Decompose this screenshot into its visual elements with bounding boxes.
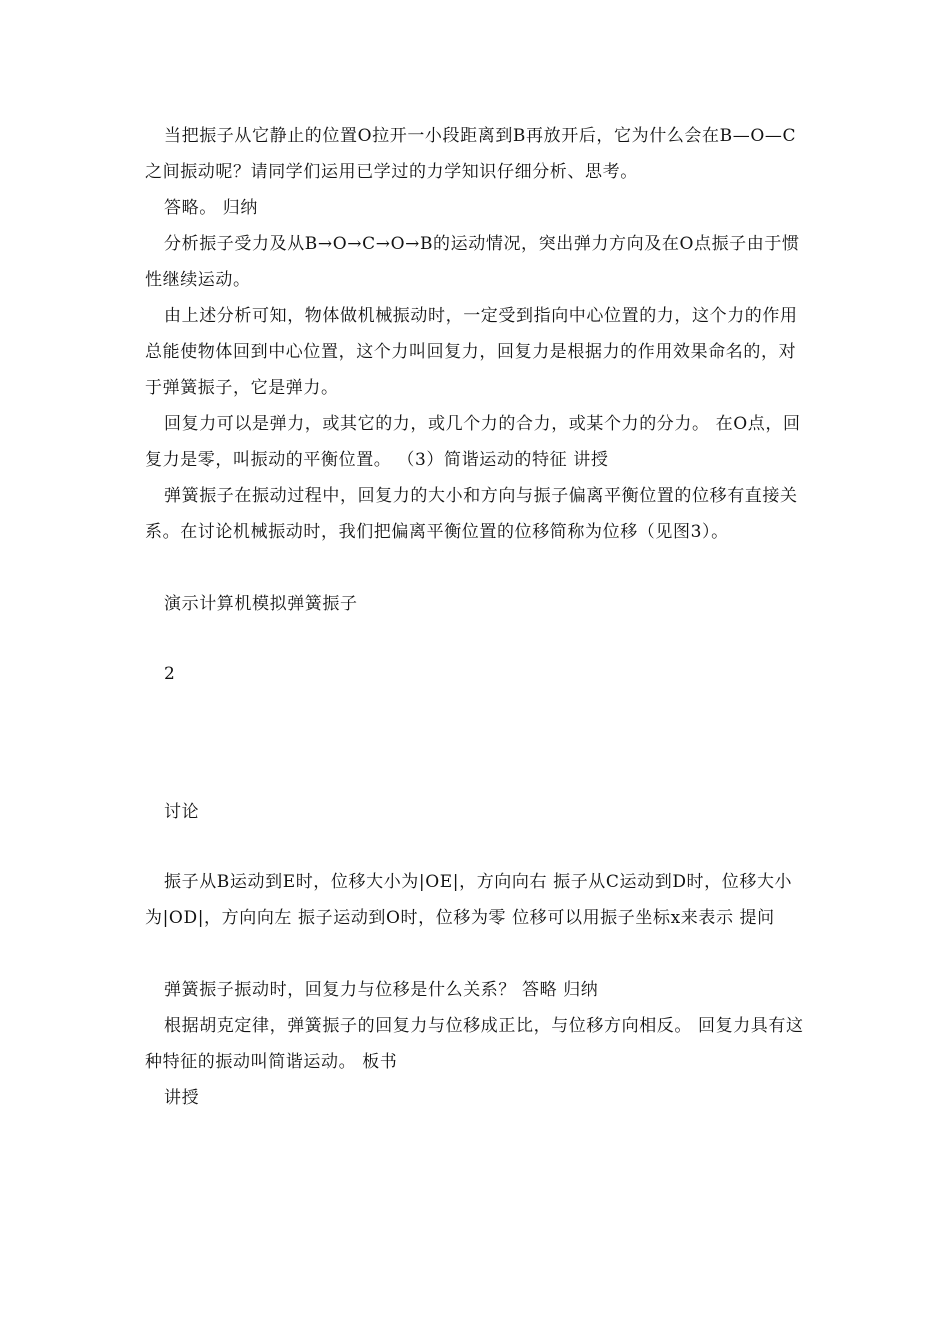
paragraph-displacement-cases: 振子从B运动到E时，位移大小为|OE|，方向向右 振子从C运动到D时，位移大小为|OD|，方向向左 振子运动到O时，位移为零 位移可以用振子坐标x来表示 提问	[145, 872, 793, 928]
paragraph-force-analysis: 分析振子受力及从B→O→C→O→B的运动情况，突出弹力方向及在O点振子由于惯性继续运动。	[145, 234, 800, 290]
page-number: 2	[164, 664, 176, 684]
paragraph-lecture: 讲授	[164, 1088, 200, 1108]
paragraph-question-relation: 弹簧振子振动时，回复力与位移是什么关系？ 答略 归纳	[164, 980, 599, 1000]
paragraph-equilibrium-position: 回复力可以是弹力，或其它的力，或几个力的合力，或某个力的分力。 在O点，回复力是零，叫振动的平衡位置。 （3）简谐运动的特征 讲授	[145, 414, 801, 470]
paragraph-discussion-heading: 讨论	[164, 802, 200, 822]
paragraph-hooke-law: 根据胡克定律，弹簧振子的回复力与位移成正比，与位移方向相反。 回复力具有这种特征的振动叫简谐运动。 板书	[145, 1016, 804, 1072]
paragraph-restoring-force-definition: 由上述分析可知，物体做机械振动时，一定受到指向中心位置的力，这个力的作用总能使物体回到中心位置，这个力叫回复力，回复力是根据力的作用效果命名的，对于弹簧振子，它是弹力。	[145, 306, 798, 398]
paragraph-demo-simulation: 演示计算机模拟弹簧振子	[164, 594, 358, 614]
paragraph-answer-summary: 答略。 归纳	[164, 198, 259, 218]
paragraph-question-oscillation: 当把振子从它静止的位置O拉开一小段距离到B再放开后，它为什么会在B—O—C之间振动呢？请同学们运用已学过的力学知识仔细分析、思考。	[145, 126, 797, 182]
paragraph-displacement-relation: 弹簧振子在振动过程中，回复力的大小和方向与振子偏离平衡位置的位移有直接关系。在讨论机械振动时，我们把偏离平衡位置的位移简称为位移（见图3）。	[145, 486, 798, 542]
